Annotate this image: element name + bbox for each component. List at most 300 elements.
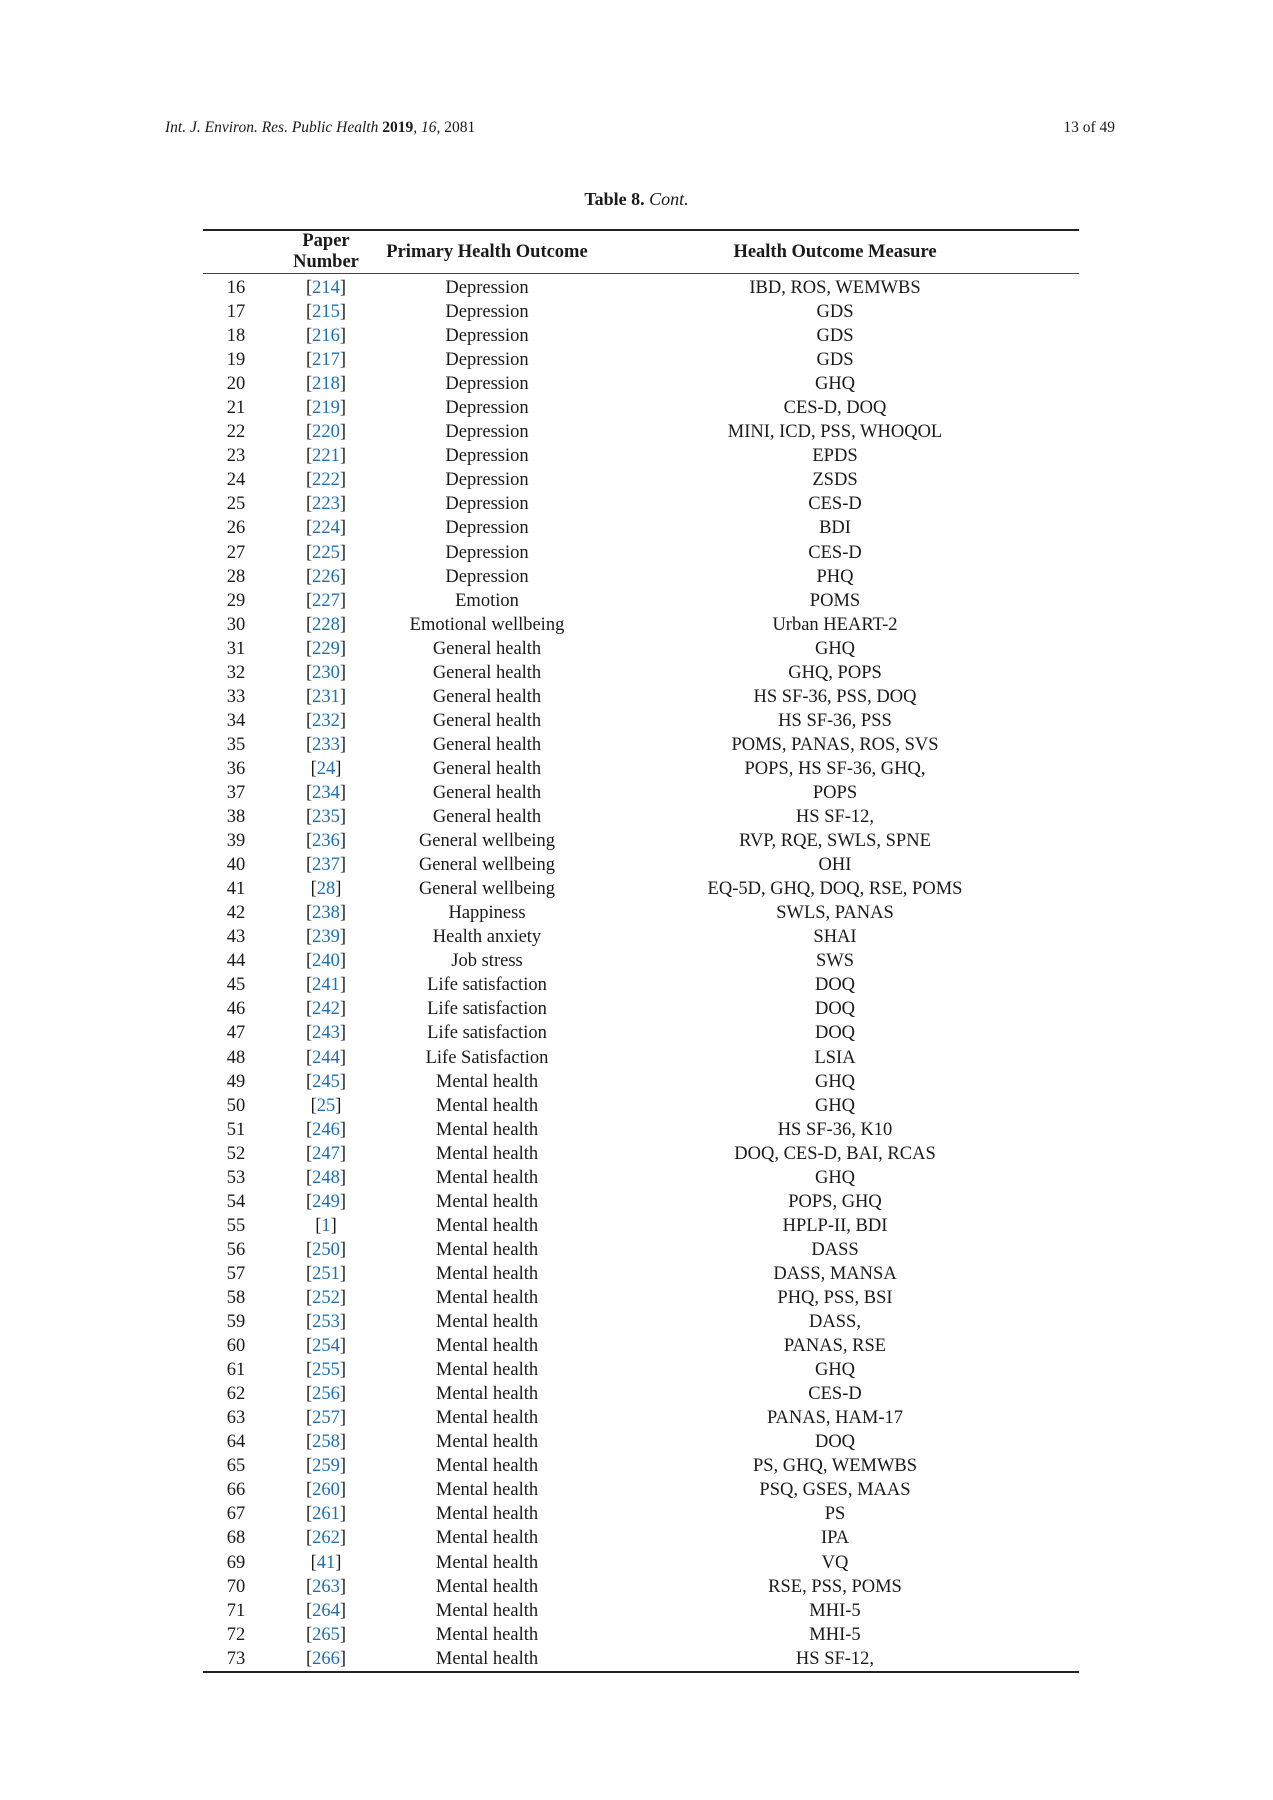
reference-link[interactable]: 233 (312, 734, 340, 755)
outcome-measure-cell: PANAS, RSE (783, 1336, 887, 1357)
paper-number-cell (269, 1647, 383, 1672)
outcome-measure-cell: POPS, HS SF-36, GHQ, (744, 758, 926, 779)
row-index: 58 (226, 1287, 246, 1308)
outcome-measure-cell: SWLS, PANAS (776, 903, 894, 924)
row-index: 28 (226, 566, 246, 587)
outcome-measure-cell: POMS, PANAS, ROS, SVS (731, 734, 939, 755)
primary-outcome-cell: Life satisfaction (427, 1023, 547, 1044)
paper-number-cell (269, 1599, 383, 1623)
paper-number-cell (269, 949, 383, 973)
paper-number-cell (269, 1262, 383, 1286)
row-index: 54 (226, 1191, 246, 1212)
outcome-measure-cell: HS SF-36, PSS, DOQ (753, 686, 917, 707)
primary-outcome-cell: General health (432, 710, 542, 731)
table-row (203, 1334, 1079, 1358)
outcome-measure-cell: DOQ (814, 999, 856, 1020)
outcome-measure-cell: DASS, MANSA (773, 1263, 897, 1284)
outcome-measure-cell: PSQ, GSES, MAAS (759, 1480, 911, 1501)
outcome-measure-cell: HPLP-II, BDI (782, 1215, 888, 1236)
table-row (203, 949, 1079, 973)
journal-name: Int. J. Environ. Res. Public Health (165, 119, 379, 136)
reference-link[interactable]: 241 (312, 975, 340, 996)
reference-link[interactable]: 238 (312, 903, 340, 924)
open-bracket: [ (305, 1312, 313, 1333)
close-bracket: ] (339, 326, 347, 347)
reference-link[interactable]: 248 (312, 1167, 340, 1188)
open-bracket: [ (305, 1239, 313, 1260)
close-bracket: ] (339, 1408, 347, 1429)
row-index: 50 (226, 1095, 246, 1116)
primary-outcome-cell: General wellbeing (418, 879, 556, 900)
outcome-measure-cell: RVP, RQE, SWLS, SPNE (739, 831, 931, 852)
close-bracket: ] (339, 686, 347, 707)
table-row (203, 613, 1079, 637)
open-bracket: [ (310, 1552, 317, 1573)
reference-link[interactable]: 251 (312, 1263, 340, 1284)
open-bracket: [ (305, 638, 313, 659)
open-bracket: [ (305, 1287, 313, 1308)
primary-outcome-cell: Mental health (435, 1384, 539, 1405)
row-index: 18 (226, 326, 246, 347)
close-bracket: ] (335, 1095, 342, 1116)
close-bracket: ] (339, 1528, 347, 1549)
reference-link[interactable]: 259 (312, 1456, 340, 1477)
row-index: 60 (226, 1336, 246, 1357)
primary-outcome-cell: Depression (445, 350, 529, 371)
close-bracket: ] (339, 614, 347, 635)
close-bracket: ] (339, 1167, 347, 1188)
open-bracket: [ (305, 1408, 313, 1429)
paper-number-cell (269, 1021, 383, 1045)
col-header-index (203, 230, 269, 274)
row-index: 65 (226, 1456, 246, 1477)
table-row (203, 468, 1079, 492)
primary-outcome-cell: Mental health (435, 1552, 539, 1573)
paper-number-cell (269, 1118, 383, 1142)
row-index: 27 (226, 542, 246, 563)
table-row (203, 1550, 1079, 1574)
outcome-measure-cell: HS SF-12, (795, 807, 875, 828)
paper-number-cell (269, 516, 383, 540)
table-row (203, 396, 1079, 420)
reference-link[interactable]: 216 (312, 326, 340, 347)
table-row (203, 1575, 1079, 1599)
paper-number-cell (269, 1286, 383, 1310)
primary-outcome-cell: Mental health (435, 1336, 539, 1357)
row-index: 68 (226, 1528, 246, 1549)
running-header (165, 119, 1115, 143)
table-row (203, 1623, 1079, 1647)
table-row (203, 901, 1079, 925)
paper-number-cell (269, 781, 383, 805)
reference-link[interactable]: 224 (312, 518, 340, 539)
row-index: 17 (226, 302, 246, 323)
row-index: 43 (226, 927, 246, 948)
paper-number-cell (269, 300, 383, 324)
reference-link[interactable]: 1 (321, 1215, 331, 1236)
close-bracket: ] (339, 1624, 347, 1645)
close-bracket: ] (339, 566, 347, 587)
primary-outcome-cell: Job stress (451, 951, 523, 972)
reference-link[interactable]: 253 (312, 1312, 340, 1333)
close-bracket: ] (339, 999, 347, 1020)
paper-number-cell (269, 565, 383, 589)
reference-link[interactable]: 235 (312, 807, 340, 828)
close-bracket: ] (339, 518, 347, 539)
close-bracket: ] (339, 590, 347, 611)
article-number: 2081 (444, 119, 476, 136)
table-label: Table 8. (584, 189, 645, 209)
reference-link[interactable]: 252 (312, 1287, 340, 1308)
row-index: 67 (226, 1504, 246, 1525)
paper-number-cell (269, 420, 383, 444)
journal-volume: 16 (421, 119, 437, 136)
close-bracket: ] (339, 638, 347, 659)
primary-outcome-cell: Mental health (435, 1239, 539, 1260)
close-bracket: ] (339, 1263, 347, 1284)
reference-link[interactable]: 240 (312, 951, 340, 972)
reference-link[interactable]: 223 (312, 494, 340, 515)
primary-outcome-cell: Mental health (435, 1360, 539, 1381)
outcome-measure-cell: CES-D (808, 542, 862, 563)
open-bracket: [ (305, 903, 313, 924)
table-header (203, 230, 1079, 274)
primary-outcome-cell: Depression (445, 374, 529, 395)
paper-number-cell (269, 685, 383, 709)
row-index: 48 (226, 1047, 246, 1068)
outcome-measure-cell: GDS (816, 326, 854, 347)
open-bracket: [ (305, 710, 313, 731)
open-bracket: [ (305, 1600, 313, 1621)
close-bracket: ] (339, 1191, 347, 1212)
table-row (203, 709, 1079, 733)
row-index: 57 (226, 1263, 246, 1284)
reference-link[interactable]: 229 (312, 638, 340, 659)
row-index: 63 (226, 1408, 246, 1429)
table-row (203, 516, 1079, 540)
open-bracket: [ (305, 734, 313, 755)
reference-link[interactable]: 265 (312, 1624, 340, 1645)
close-bracket: ] (330, 1215, 337, 1236)
close-bracket: ] (339, 1119, 347, 1140)
open-bracket: [ (315, 1215, 322, 1236)
paper-number-cell (269, 1190, 383, 1214)
reference-link[interactable]: 234 (312, 783, 340, 803)
reference-link[interactable]: 24 (316, 758, 336, 779)
primary-outcome-cell: Mental health (435, 1263, 539, 1284)
reference-link[interactable]: 217 (312, 350, 340, 371)
primary-outcome-cell: Mental health (435, 1167, 539, 1188)
row-index: 55 (226, 1215, 246, 1236)
row-index: 53 (226, 1167, 246, 1188)
page-number: 13 of 49 (1063, 119, 1115, 136)
table-row (203, 829, 1079, 853)
row-index: 40 (226, 855, 246, 876)
reference-link[interactable]: 256 (312, 1384, 340, 1405)
paper-number-cell (269, 1478, 383, 1502)
row-index: 61 (226, 1360, 246, 1381)
primary-outcome-cell: Mental health (435, 1071, 539, 1092)
close-bracket: ] (339, 398, 347, 419)
outcome-measure-cell: GHQ (814, 1360, 856, 1381)
outcome-measure-cell: MHI-5 (809, 1624, 861, 1645)
reference-link[interactable]: 260 (312, 1480, 340, 1501)
reference-link[interactable]: 225 (312, 542, 340, 563)
table-row (203, 1190, 1079, 1214)
outcome-measure-cell: GDS (816, 302, 854, 323)
open-bracket: [ (305, 1432, 313, 1453)
table-row (203, 733, 1079, 757)
outcome-measure-cell: PANAS, HAM-17 (766, 1408, 904, 1429)
reference-link[interactable]: 246 (312, 1119, 340, 1140)
close-bracket: ] (335, 1552, 342, 1573)
paper-number-cell (269, 733, 383, 757)
table-caption (0, 189, 1273, 210)
close-bracket: ] (339, 855, 347, 876)
reference-link[interactable]: 264 (312, 1600, 340, 1621)
open-bracket: [ (305, 1360, 313, 1381)
close-bracket: ] (339, 494, 347, 515)
primary-outcome-cell: Health anxiety (432, 927, 542, 948)
open-bracket: [ (310, 758, 317, 779)
close-bracket: ] (339, 446, 347, 467)
paper-number-cell (269, 1094, 383, 1118)
row-index: 32 (226, 662, 246, 683)
reference-link[interactable]: 218 (312, 374, 340, 395)
outcome-measure-cell: PHQ, PSS, BSI (777, 1287, 893, 1308)
primary-outcome-cell: Mental health (435, 1408, 539, 1429)
table-row (203, 1166, 1079, 1190)
open-bracket: [ (305, 590, 313, 611)
close-bracket: ] (339, 1312, 347, 1333)
reference-link[interactable]: 41 (316, 1552, 336, 1573)
row-index: 56 (226, 1239, 246, 1260)
paper-number-cell (269, 1502, 383, 1526)
primary-outcome-cell: Mental health (435, 1480, 539, 1501)
paper-number-cell (269, 348, 383, 372)
outcome-measure-cell: DASS, (809, 1312, 861, 1333)
paper-number-cell (269, 274, 383, 301)
open-bracket: [ (305, 831, 313, 852)
table-row (203, 1142, 1079, 1166)
outcome-measure-cell: Urban HEART-2 (772, 614, 898, 635)
reference-link[interactable]: 255 (312, 1360, 340, 1381)
close-bracket: ] (339, 1143, 347, 1164)
reference-link[interactable]: 237 (312, 855, 340, 876)
row-index: 23 (226, 446, 246, 467)
paper-number-cell (269, 709, 383, 733)
reference-link[interactable]: 230 (312, 662, 340, 683)
paper-number-cell (269, 925, 383, 949)
table-body (203, 274, 1079, 1672)
reference-link[interactable]: 247 (312, 1143, 340, 1164)
close-bracket: ] (339, 1047, 347, 1068)
primary-outcome-cell: Depression (445, 494, 529, 515)
reference-link[interactable]: 220 (312, 422, 340, 443)
close-bracket: ] (339, 1023, 347, 1044)
paper-number-cell (269, 396, 383, 420)
open-bracket: [ (305, 326, 313, 347)
open-bracket: [ (305, 1648, 313, 1669)
row-index: 34 (226, 710, 246, 731)
table-row (203, 372, 1079, 396)
open-bracket: [ (305, 350, 313, 371)
table-row (203, 1454, 1079, 1478)
primary-outcome-cell: General health (432, 686, 542, 707)
table-row (203, 1382, 1079, 1406)
table-row (203, 685, 1079, 709)
primary-outcome-cell: Life satisfaction (427, 999, 547, 1020)
reference-link[interactable]: 266 (312, 1648, 340, 1669)
open-bracket: [ (305, 1167, 313, 1188)
close-bracket: ] (339, 734, 347, 755)
row-index: 59 (226, 1312, 246, 1333)
primary-outcome-cell: Emotional wellbeing (409, 614, 565, 635)
paper-number-cell (269, 589, 383, 613)
table-row (203, 637, 1079, 661)
outcome-measure-cell: SWS (815, 951, 855, 972)
open-bracket: [ (305, 422, 313, 443)
table-row (203, 853, 1079, 877)
outcome-measure-cell: HS SF-36, PSS (778, 710, 892, 731)
reference-link[interactable]: 231 (312, 686, 340, 707)
reference-link[interactable]: 215 (312, 302, 340, 323)
primary-outcome-cell: General wellbeing (418, 831, 556, 852)
paper-number-cell (269, 1310, 383, 1334)
outcome-measure-cell: PS (824, 1504, 846, 1525)
reference-link[interactable]: 228 (312, 614, 340, 635)
outcome-measure-cell: SHAI (813, 927, 857, 948)
table-row (203, 1021, 1079, 1045)
open-bracket: [ (305, 1047, 313, 1068)
reference-link[interactable]: 25 (316, 1095, 336, 1116)
col-header-primary-outcome: Primary Health Outcome (386, 241, 588, 262)
row-index: 45 (226, 975, 246, 996)
primary-outcome-cell: Mental health (435, 1095, 539, 1116)
paper-number-cell (269, 468, 383, 492)
table-row (203, 1430, 1079, 1454)
reference-link[interactable]: 262 (312, 1528, 340, 1549)
table-row (203, 1094, 1079, 1118)
reference-link[interactable]: 214 (312, 278, 340, 299)
close-bracket: ] (335, 758, 342, 779)
reference-link[interactable]: 221 (312, 446, 340, 467)
close-bracket: ] (339, 1648, 347, 1669)
open-bracket: [ (305, 1336, 313, 1357)
outcome-measure-cell: EQ-5D, GHQ, DOQ, RSE, POMS (707, 879, 963, 900)
reference-link[interactable]: 226 (312, 566, 340, 587)
open-bracket: [ (305, 951, 313, 972)
row-index: 37 (226, 783, 246, 803)
reference-link[interactable]: 227 (312, 590, 340, 611)
outcome-measure-cell: CES-D, DOQ (783, 398, 887, 419)
row-index: 41 (226, 879, 246, 900)
table-row (203, 1647, 1079, 1672)
table-row (203, 805, 1079, 829)
table-row (203, 1238, 1079, 1262)
reference-link[interactable]: 261 (312, 1504, 340, 1525)
table-row (203, 1118, 1079, 1142)
row-index: 49 (226, 1071, 246, 1092)
outcome-measure-cell: DOQ (814, 1023, 856, 1044)
reference-link[interactable]: 244 (312, 1047, 340, 1068)
reference-link[interactable]: 250 (312, 1239, 340, 1260)
row-index: 30 (226, 614, 246, 635)
row-index: 39 (226, 831, 246, 852)
primary-outcome-cell: Happiness (448, 903, 526, 924)
row-index: 46 (226, 999, 246, 1020)
close-bracket: ] (339, 975, 347, 996)
row-index: 38 (226, 807, 246, 828)
primary-outcome-cell: Depression (445, 326, 529, 347)
primary-outcome-cell: General wellbeing (418, 855, 556, 876)
reference-link[interactable]: 254 (312, 1336, 340, 1357)
paper-number-cell (269, 1214, 383, 1238)
primary-outcome-cell: Mental health (435, 1312, 539, 1333)
reference-link[interactable]: 236 (312, 831, 340, 852)
paper-number-cell (269, 1382, 383, 1406)
open-bracket: [ (305, 1456, 313, 1477)
table-row (203, 274, 1079, 301)
outcome-measure-cell: ZSDS (812, 470, 858, 491)
reference-link[interactable]: 28 (316, 879, 336, 900)
outcome-measure-cell: DOQ (814, 975, 856, 996)
table-row (203, 324, 1079, 348)
row-index: 26 (226, 518, 246, 539)
primary-outcome-cell: Depression (445, 542, 529, 563)
close-bracket: ] (339, 302, 347, 323)
reference-link[interactable]: 258 (312, 1432, 340, 1453)
outcome-measure-cell: DOQ (814, 1432, 856, 1453)
open-bracket: [ (310, 1095, 317, 1116)
open-bracket: [ (305, 1384, 313, 1405)
open-bracket: [ (305, 783, 313, 803)
col-header-paper-number: Paper Number (293, 231, 359, 272)
open-bracket: [ (305, 494, 313, 515)
table-row (203, 1526, 1079, 1550)
paper-number-cell (269, 901, 383, 925)
reference-link[interactable]: 242 (312, 999, 340, 1020)
table-cont: Cont. (649, 189, 689, 209)
primary-outcome-cell: Mental health (435, 1576, 539, 1597)
outcome-measure-cell: DASS (811, 1239, 859, 1260)
reference-link[interactable]: 245 (312, 1071, 340, 1092)
open-bracket: [ (305, 807, 313, 828)
open-bracket: [ (305, 470, 313, 491)
reference-link[interactable]: 219 (312, 398, 340, 419)
reference-link[interactable]: 239 (312, 927, 340, 948)
reference-link[interactable]: 243 (312, 1023, 340, 1044)
open-bracket: [ (305, 975, 313, 996)
paper-number-cell (269, 444, 383, 468)
reference-link[interactable]: 249 (312, 1191, 340, 1212)
reference-link[interactable]: 257 (312, 1408, 340, 1429)
reference-link[interactable]: 232 (312, 710, 340, 731)
outcome-measure-cell: POPS, GHQ (788, 1191, 882, 1212)
open-bracket: [ (310, 879, 317, 900)
paper-number-cell (269, 877, 383, 901)
reference-link[interactable]: 222 (312, 470, 340, 491)
reference-link[interactable]: 263 (312, 1576, 340, 1597)
table-row (203, 565, 1079, 589)
paper-number-cell (269, 1046, 383, 1070)
header-row (203, 230, 1079, 274)
paper-number-cell (269, 541, 383, 565)
row-index: 21 (226, 398, 246, 419)
open-bracket: [ (305, 927, 313, 948)
paper-number-cell (269, 661, 383, 685)
close-bracket: ] (339, 1239, 347, 1260)
